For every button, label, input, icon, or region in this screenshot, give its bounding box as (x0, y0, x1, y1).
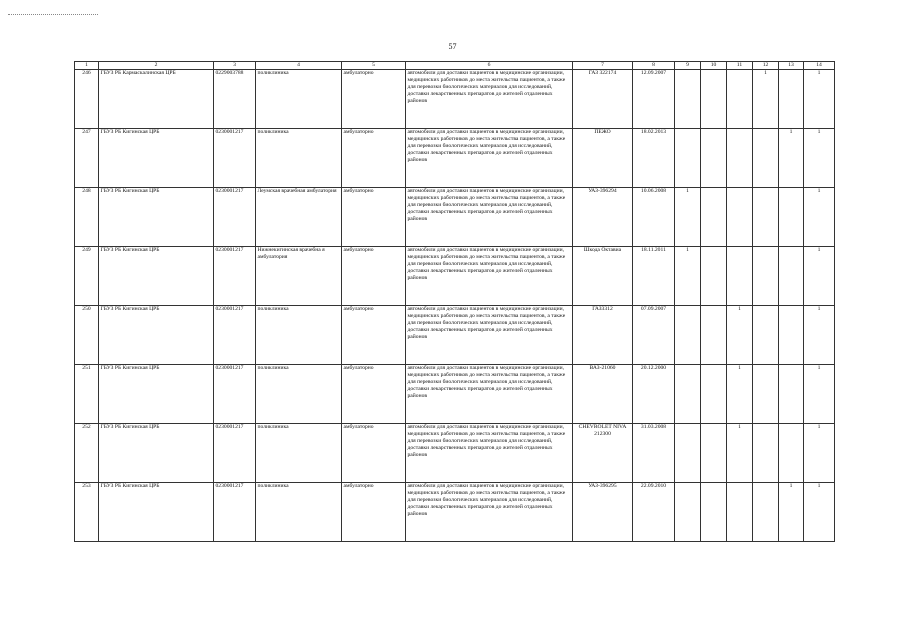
care-type-cell: амбулаторно (342, 246, 406, 305)
col11-cell: 1 (727, 423, 753, 482)
vehicle-cell: УАЗ-396294 (573, 187, 633, 246)
code-cell: 0230001217 (214, 305, 256, 364)
page-number: 57 (448, 42, 457, 51)
table-row (75, 423, 835, 482)
col10-cell (701, 482, 727, 541)
unit-cell: поликлиника (256, 128, 342, 187)
care-type-cell: амбулаторно (342, 364, 406, 423)
col10-cell (701, 187, 727, 246)
code-cell: 0230001217 (214, 482, 256, 541)
vehicle-cell: ПЕЖО (573, 128, 633, 187)
date-cell: 20.12.2000 (633, 364, 675, 423)
col10-cell (701, 246, 727, 305)
code-cell: 0230001217 (214, 128, 256, 187)
col9-cell: 1 (675, 246, 701, 305)
column-header: 7 (573, 62, 633, 70)
column-header: 6 (406, 62, 573, 70)
table-row (75, 482, 835, 541)
col13-cell (779, 187, 804, 246)
organization-cell: ГБУЗ РБ Кармаскалинская ЦРБ (99, 69, 214, 128)
col12-cell (753, 305, 779, 364)
column-header: 9 (675, 62, 701, 70)
purpose-cell: автомобили для доставки пациентов в медицинские организации, медицинских работников до места жительства пациентов, а также для перевозки биологических материалов для исследований, доставки лекарственных препаратов до жителей отдаленных районов (406, 187, 573, 246)
col13-cell (779, 423, 804, 482)
date-cell: 18.02.2013 (633, 128, 675, 187)
row-number: 249 (75, 246, 99, 305)
code-cell: 0230001217 (214, 364, 256, 423)
col9-cell: 1 (675, 187, 701, 246)
col12-cell (753, 482, 779, 541)
unit-cell: поликлиника (256, 364, 342, 423)
row-number: 246 (75, 69, 99, 128)
col13-cell: 1 (779, 128, 804, 187)
vehicle-register-table (74, 61, 835, 542)
vehicle-cell: ГАЗ 322174 (573, 69, 633, 128)
column-number-row (75, 62, 835, 70)
col11-cell (727, 482, 753, 541)
organization-cell: ГБУЗ РБ Кигинская ЦРБ (99, 364, 214, 423)
vehicle-cell: CHEVROLET NIVA 212300 (573, 423, 633, 482)
care-type-cell: амбулаторно (342, 187, 406, 246)
col13-cell (779, 69, 804, 128)
col10-cell (701, 305, 727, 364)
column-header: 12 (753, 62, 779, 70)
col14-cell: 1 (804, 305, 835, 364)
col9-cell (675, 423, 701, 482)
date-cell: 10.06.2008 (633, 187, 675, 246)
table-row (75, 69, 835, 128)
column-header: 14 (804, 62, 835, 70)
table-row (75, 305, 835, 364)
column-header: 13 (779, 62, 804, 70)
scan-artifact (8, 14, 98, 21)
col10-cell (701, 364, 727, 423)
col9-cell (675, 128, 701, 187)
column-header: 2 (99, 62, 214, 70)
care-type-cell: амбулаторно (342, 128, 406, 187)
table-row (75, 128, 835, 187)
purpose-cell: автомобили для доставки пациентов в медицинские организации, медицинских работников до места жительства пациентов, а также для перевозки биологических материалов для исследований, доставки лекарственных препаратов до жителей отдаленных районов (406, 305, 573, 364)
care-type-cell: амбулаторно (342, 69, 406, 128)
row-number: 252 (75, 423, 99, 482)
col10-cell (701, 423, 727, 482)
col10-cell (701, 69, 727, 128)
unit-cell: поликлиника (256, 69, 342, 128)
col14-cell: 1 (804, 128, 835, 187)
purpose-cell: автомобили для доставки пациентов в медицинские организации, медицинских работников до места жительства пациентов, а также для перевозки биологических материалов для исследований, доставки лекарственных препаратов до жителей отдаленных районов (406, 482, 573, 541)
unit-cell: поликлиника (256, 423, 342, 482)
column-header: 8 (633, 62, 675, 70)
column-header: 11 (727, 62, 753, 70)
col12-cell (753, 187, 779, 246)
care-type-cell: амбулаторно (342, 482, 406, 541)
col14-cell: 1 (804, 69, 835, 128)
col12-cell (753, 246, 779, 305)
table-row (75, 246, 835, 305)
care-type-cell: амбулаторно (342, 423, 406, 482)
col14-cell: 1 (804, 364, 835, 423)
date-cell: 18.11.2011 (633, 246, 675, 305)
organization-cell: ГБУЗ РБ Кигинская ЦРБ (99, 423, 214, 482)
col12-cell: 1 (753, 69, 779, 128)
organization-cell: ГБУЗ РБ Кигинская ЦРБ (99, 305, 214, 364)
date-cell: 07.09.2007 (633, 305, 675, 364)
col10-cell (701, 128, 727, 187)
col11-cell (727, 69, 753, 128)
vehicle-cell: ГАЗ3312 (573, 305, 633, 364)
col14-cell: 1 (804, 423, 835, 482)
column-header: 5 (342, 62, 406, 70)
col9-cell (675, 69, 701, 128)
col12-cell (753, 364, 779, 423)
col14-cell: 1 (804, 246, 835, 305)
row-number: 250 (75, 305, 99, 364)
code-cell: 0230001217 (214, 423, 256, 482)
row-number: 251 (75, 364, 99, 423)
unit-cell: Нижнекигинская врачебна я амбулатория (256, 246, 342, 305)
col13-cell: 1 (779, 482, 804, 541)
purpose-cell: автомобили для доставки пациентов в медицинские организации, медицинских работников до места жительства пациентов, а также для перевозки биологических материалов для исследований, доставки лекарственных препаратов до жителей отдаленных районов (406, 364, 573, 423)
unit-cell: поликлиника (256, 482, 342, 541)
column-header: 4 (256, 62, 342, 70)
col11-cell (727, 187, 753, 246)
row-number: 247 (75, 128, 99, 187)
col14-cell: 1 (804, 187, 835, 246)
col13-cell (779, 364, 804, 423)
col11-cell: 1 (727, 305, 753, 364)
row-number: 253 (75, 482, 99, 541)
col11-cell: 1 (727, 364, 753, 423)
table-row (75, 187, 835, 246)
care-type-cell: амбулаторно (342, 305, 406, 364)
organization-cell: ГБУЗ РБ Кигинская ЦРБ (99, 246, 214, 305)
col13-cell (779, 246, 804, 305)
vehicle-cell: Шкода Октавиа (573, 246, 633, 305)
unit-cell: поликлиника (256, 305, 342, 364)
organization-cell: ГБУЗ РБ Кигинская ЦРБ (99, 128, 214, 187)
vehicle-cell: ВАЗ-21060 (573, 364, 633, 423)
column-header: 3 (214, 62, 256, 70)
code-cell: 0230001217 (214, 246, 256, 305)
col14-cell: 1 (804, 482, 835, 541)
purpose-cell: автомобили для доставки пациентов в медицинские организации, медицинских работников до места жительства пациентов, а также для перевозки биологических материалов для исследований, доставки лекарственных препаратов до жителей отдаленных районов (406, 128, 573, 187)
unit-cell: Леумская врачебная амбулатория (256, 187, 342, 246)
purpose-cell: автомобили для доставки пациентов в медицинские организации, медицинских работников до места жительства пациентов, а также для перевозки биологических материалов для исследований, доставки лекарственных препаратов до жителей отдаленных районов (406, 69, 573, 128)
code-cell: 0229003788 (214, 69, 256, 128)
date-cell: 12.09.2007 (633, 69, 675, 128)
col12-cell (753, 128, 779, 187)
vehicle-cell: УАЗ-396295 (573, 482, 633, 541)
organization-cell: ГБУЗ РБ Кигинская ЦРБ (99, 187, 214, 246)
code-cell: 0230001217 (214, 187, 256, 246)
table-row (75, 364, 835, 423)
col11-cell (727, 246, 753, 305)
col11-cell (727, 128, 753, 187)
date-cell: 22.09.2010 (633, 482, 675, 541)
col13-cell (779, 305, 804, 364)
purpose-cell: автомобили для доставки пациентов в медицинские организации, медицинских работников до места жительства пациентов, а также для перевозки биологических материалов для исследований, доставки лекарственных препаратов до жителей отдаленных районов (406, 423, 573, 482)
col12-cell (753, 423, 779, 482)
date-cell: 31.03.2008 (633, 423, 675, 482)
col9-cell (675, 482, 701, 541)
purpose-cell: автомобили для доставки пациентов в медицинские организации, медицинских работников до места жительства пациентов, а также для перевозки биологических материалов для исследований, доставки лекарственных препаратов до жителей отдаленных районов (406, 246, 573, 305)
column-header: 1 (75, 62, 99, 70)
column-header: 10 (701, 62, 727, 70)
row-number: 248 (75, 187, 99, 246)
col9-cell (675, 364, 701, 423)
organization-cell: ГБУЗ РБ Кигинская ЦРБ (99, 482, 214, 541)
col9-cell (675, 305, 701, 364)
